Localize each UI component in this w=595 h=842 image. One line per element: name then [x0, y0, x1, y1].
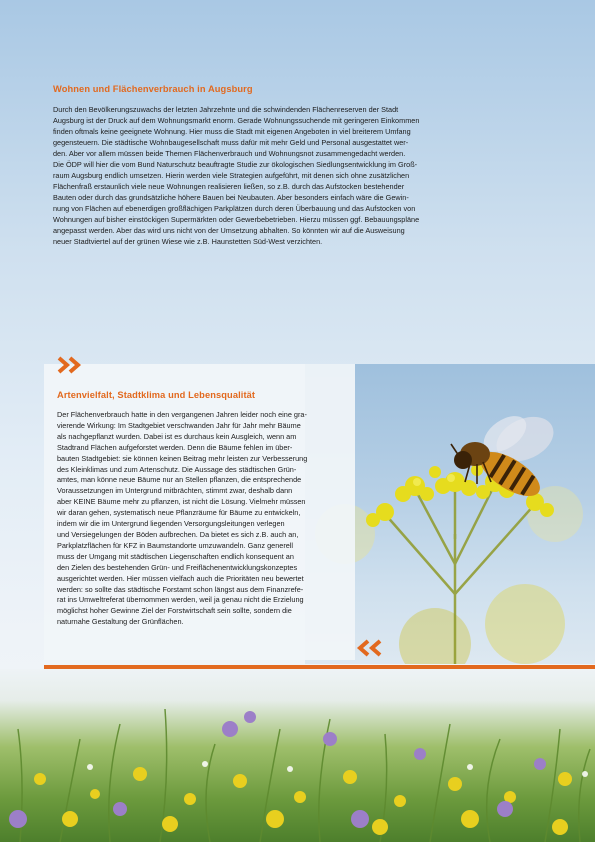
section-biodiversity-heading: Artenvielfalt, Stadtklima und Lebensqualität: [57, 390, 256, 400]
double-chevron-left-icon: [356, 639, 384, 657]
flower-meadow-illustration: [0, 669, 595, 842]
meadow-photo: [0, 669, 595, 842]
section-housing-body: Durch den Bevölkerungszuwachs der letzten Jahrzehnte und die schwindenden Flächenreserven der Stadt Augsburg ist der Druck auf dem Wohnungsmarkt enorm. Gerade Wohnungssuchende mit geringeren Einkommen finden oftmals keine geeignete Wohnung. Hier muss die Stadt mit eigenen Angeboten in viel breiterem Umfang gegensteuern. Die städtische Wohnbaugesellschaft muss dafür mit mehr Geld und Personal ausgestattet wer- den. Aber vor allem müssen beide Themen Flächenverbrauch und Wohnungsnot zusammengedacht werden. Die ÖDP will hier die vom Bund Naturschutz beauftragte Studie zur ökologischen Siedlungsentwicklung im Groß- raum Augsburg endlich umsetzen. Hierin werden viele Strategien aufgeführt, mit denen sich ohne zusätzlichen Flächenfraß erstaunlich viele neue Wohnungen realisieren ließen, so z.B. durch das Aufstocken bestehender Bauten oder durch das grundsätzliche höhere Bauen bei Neubauten. Aber besonders einfach wäre die Gewin- nung von Flächen auf ebenerdigen großflächigen Parkplätzen durch deren Überbauung und das Aufstocken von Wohnungen auf bisher einstöckigen Supermärkten oder Gewerbebetrieben. Hierzu müssen ggf. Bebauungspläne angepasst werden. Aber das wird uns nicht von der Umsetzung abhalten. So könnten wir auf die Ausweisung neuer Stadtviertel auf der grünen Wiese wie z.B. Haunstetten Süd-West verzichten.: [53, 105, 420, 246]
double-chevron-right-icon: [57, 356, 85, 374]
section-biodiversity: [57, 390, 347, 628]
section-housing: [53, 84, 543, 247]
section-housing-heading: Wohnen und Flächenverbrauch in Augsburg: [53, 84, 253, 94]
section-biodiversity-body: Der Flächenverbrauch hatte in den vergangenen Jahren leider noch eine gra- vierende Wirkung: Im Stadtgebiet verschwanden Jahr für Jahr mehr Bäume als nachgepflanzt wurden. Dabei ist es durchaus kein Ausgleich, wenn am Stadtrand Flächen aufgeforstet werden. Denn die Bäume fehlen im über- bauten Stadtgebiet: sie können keinen Beitrag mehr leisten zur Verbesserung des Kleinklimas und zum Artenschutz. Die Aussage des städtischen Grün- amtes, man könne neue Bäume nur an Stellen pflanzen, die entsprechende Voraussetzungen im Untergrund mitbrächten, stimmt zwar, deshalb dann aber KEINE Bäume mehr zu pflanzen, ist nicht die Lösung. Vielmehr müssen wir daran gehen, systematisch neue Pflanzräume für Bäume zu entwickeln, indem wir die im Untergrund liegenden Versorgungsleitungen verlegen und Versiegelungen der Böden aufbrechen. Da bietet es sich z.B. auch an, Parkplatzflächen für KFZ in Baumstandorte umzuwandeln. Ganz generell muss der Umgang mit städtischen Liegenschaften endlich konsequent an den Zielen des bestehenden Grün- und Freiflächenentwicklungskonzeptes ausgerichtet werden. Hier müssen vielfach auch die Prioritäten neu bewertet werden: so sollte das städtische Forstamt schon längst aus dem Finanzrefe- rat ins Umweltreferat übernommen werden, weil ja genau nicht die Erzielung möglichst hoher Gewinne Ziel der Forstwirtschaft sein sollte, sondern die naturnahe Gestaltung der Grünflächen.: [57, 410, 308, 627]
